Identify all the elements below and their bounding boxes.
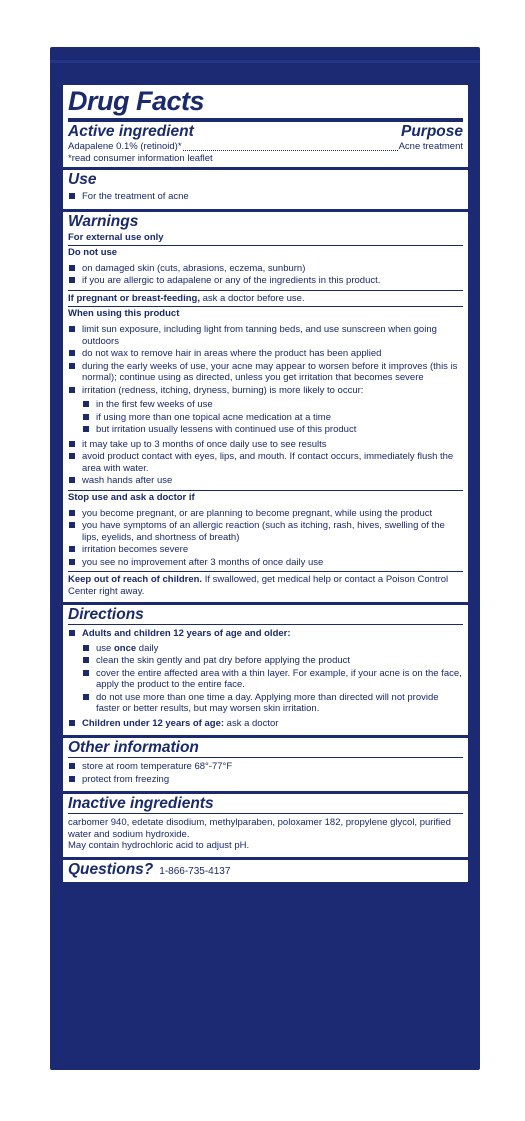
adults-label: Adults and children 12 years of age and older: xyxy=(68,628,463,640)
inactive-section xyxy=(63,794,468,857)
title-section xyxy=(63,85,468,167)
inactive-text-2: May contain hydrochloric acid to adjust pH. xyxy=(68,840,250,851)
list-item: irritation becomes severe xyxy=(68,544,463,556)
list-item: you see no improvement after 3 months of once daily use xyxy=(68,557,463,569)
leaflet-note: *read consumer information leaflet xyxy=(68,152,213,164)
drug-facts-panel xyxy=(50,47,480,1070)
list-item: during the early weeks of use, your acne may appear to worsen before it improves (this is normal); continue using as directed, unless you get irritation that becomes severe xyxy=(68,361,463,384)
directions-heading: Directions xyxy=(68,606,144,623)
title-rule xyxy=(68,118,463,122)
questions-phone: 1-866-735-4137 xyxy=(159,865,231,877)
list-item: if using more than one topical acne medication at a time xyxy=(82,412,463,424)
keep-out-warning xyxy=(68,572,463,599)
questions-heading: Questions? xyxy=(68,860,154,878)
when-using-label: When using this product xyxy=(68,308,180,319)
list-item: you become pregnant, or are planning to become pregnant, while using the product xyxy=(68,508,463,520)
active-ingredient-heading: Active ingredient xyxy=(68,123,194,140)
warnings-section xyxy=(63,212,468,603)
list-item: but irritation usually lessens with continued use of this product xyxy=(82,424,463,436)
list-item: use once daily xyxy=(82,643,463,655)
children-direction: Children under 12 years of age: ask a doctor xyxy=(68,718,463,730)
list-item: irritation (redness, itching, dryness, burning) is more likely to occur: xyxy=(68,385,463,397)
pregnant-text: ask a doctor before use. xyxy=(199,292,305,304)
pregnant-label: If pregnant or breast-feeding, xyxy=(68,292,200,304)
list-item: limit sun exposure, including light from tanning beds, and use sunscreen when going outdoors xyxy=(68,324,463,347)
do-not-use-label: Do not use xyxy=(68,246,118,258)
questions-section xyxy=(63,860,468,882)
active-ingredient-row xyxy=(68,141,463,153)
active-ingredient-purpose: Acne treatment xyxy=(398,141,463,152)
list-item: on damaged skin (cuts, abrasions, eczema, sunburn) xyxy=(68,263,463,275)
use-section xyxy=(63,170,468,209)
list-item: do not use more than one time a day. Applying more than directed will not provide faster or better results, but may worsen skin irritation. xyxy=(82,692,463,715)
purpose-heading: Purpose xyxy=(400,123,463,140)
list-item: store at room temperature 68°-77°F xyxy=(68,761,463,773)
directions-section xyxy=(63,605,468,735)
active-ingredient-name: Adapalene 0.1% (retinoid)* xyxy=(68,141,182,152)
list-item: it may take up to 3 months of once daily use to see results xyxy=(68,439,463,451)
list-item: clean the skin gently and pat dry before applying the product xyxy=(82,655,463,667)
list-item: wash hands after use xyxy=(68,475,463,487)
top-stripe xyxy=(50,60,480,63)
use-heading: Use xyxy=(68,171,97,188)
warnings-heading: Warnings xyxy=(68,212,139,230)
list-item: you have symptoms of an allergic reaction (such as itching, rash, hives, swelling of the lips, eyelids, and shortness of breath) xyxy=(68,520,463,543)
list-item: protect from freezing xyxy=(68,774,463,786)
stop-use-label: Stop use and ask a doctor if xyxy=(68,491,195,503)
inactive-text: carbomer 940, edetate disodium, methylparaben, poloxamer 182, propylene glycol, purified water and sodium hydroxide. xyxy=(68,817,451,840)
pregnant-warning xyxy=(68,291,463,307)
list-item: do not wax to remove hair in areas where the product has been applied xyxy=(68,348,463,360)
drug-facts-title: Drug Facts xyxy=(68,86,205,116)
list-item: in the first few weeks of use xyxy=(82,399,463,411)
keep-out-label: Keep out of reach of children. xyxy=(68,574,203,585)
list-item: if you are allergic to adapalene or any of the ingredients in this product. xyxy=(68,275,463,287)
other-info-heading: Other information xyxy=(68,739,199,756)
drug-facts-content xyxy=(63,85,468,885)
use-item: For the treatment of acne xyxy=(68,191,463,203)
external-use-label: For external use only xyxy=(68,231,164,243)
other-info-section xyxy=(63,738,468,791)
inactive-heading: Inactive ingredients xyxy=(68,795,214,812)
list-item: cover the entire affected area with a thin layer. For example, if your acne is on the face, apply the product to the entire face. xyxy=(82,668,463,691)
list-item: avoid product contact with eyes, lips, and mouth. If contact occurs, immediately flush the area with water. xyxy=(68,451,463,474)
keep-out-text: If swallowed, get medical help or contact a Poison Control Center right away. xyxy=(68,574,449,597)
dot-leader xyxy=(183,150,398,151)
